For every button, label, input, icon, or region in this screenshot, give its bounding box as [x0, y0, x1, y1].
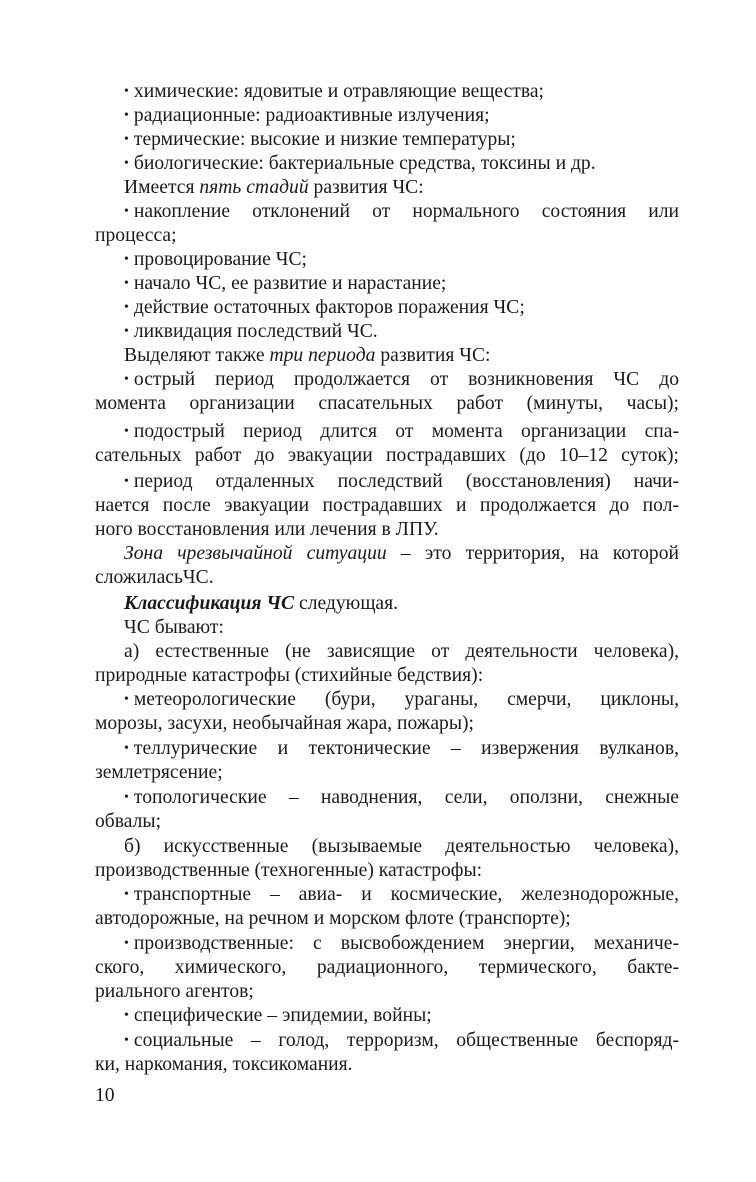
bullet-line: • производственные: с высвобождением энергии, механиче-: [124, 933, 679, 954]
paragraph-line: сательных работ до эвакуации пострадавших (до 10–12 суток);: [95, 445, 679, 466]
paragraph-line: нается после эвакуации пострадавших и продолжается до пол-: [95, 495, 679, 516]
paragraph-line: морозы, засухи, необычайная жара, пожары);: [95, 713, 474, 734]
bullet-line: • острый период продолжается от возникновения ЧС до: [124, 369, 679, 390]
paragraph-line: автодорожные, на речном и морском флоте (транспорте);: [95, 908, 571, 929]
paragraph-line: землетрясение;: [95, 762, 223, 783]
paragraph-line: Выделяют также три периода развития ЧС:: [124, 345, 491, 366]
bullet-line: • топологические – наводнения, сели, оползни, снежные: [124, 787, 679, 808]
bullet-line: • начало ЧС, ее развитие и нарастание;: [124, 273, 447, 294]
paragraph-line: ного восстановления или лечения в ЛПУ.: [95, 519, 439, 540]
paragraph-line: природные катастрофы (стихийные бедствия):: [95, 665, 484, 686]
bullet-line: • биологические: бактериальные средства, токсины и др.: [124, 153, 596, 174]
paragraph-line: ского, химического, радиационного, термического, бакте-: [95, 957, 679, 978]
bullet-line: • период отдаленных последствий (восстановления) начи-: [124, 471, 679, 492]
bullet-line: • термические: высокие и низкие температуры;: [124, 129, 516, 150]
paragraph-line: б) искусственные (вызываемые деятельностью человека),: [124, 836, 679, 857]
paragraph-line: обвалы;: [95, 811, 162, 832]
bullet-line: • радиационные: радиоактивные излучения;: [124, 105, 490, 126]
bullet-line: • химические: ядовитые и отравляющие вещества;: [124, 81, 544, 102]
bullet-line: • ликвидация последствий ЧС.: [124, 321, 378, 342]
paragraph-line: процесса;: [95, 225, 177, 246]
bullet-line: • действие остаточных факторов поражения ЧС;: [124, 297, 525, 318]
paragraph-line: производственные (техногенные) катастрофы:: [95, 860, 483, 881]
paragraph-line: риального агентов;: [95, 981, 254, 1002]
bullet-line: • подострый период длится от момента организации спа-: [124, 421, 679, 442]
paragraph-line: момента организации спасательных работ (минуты, часы);: [95, 393, 679, 414]
paragraph-line: Имеется пять стадий развития ЧС:: [124, 177, 424, 198]
bullet-line: • социальные – голод, терроризм, общественные беспоряд-: [124, 1030, 679, 1051]
bullet-line: • теллурические и тектонические – извержения вулканов,: [124, 738, 679, 759]
page-number: 10: [95, 1085, 115, 1106]
bullet-line: • метеорологические (бури, ураганы, смерчи, циклоны,: [124, 689, 679, 710]
paragraph-line: а) естественные (не зависящие от деятельности человека),: [124, 641, 679, 662]
paragraph-line: Зона чрезвычайной ситуации – это территория, на которой: [124, 543, 680, 564]
bullet-line: • специфические – эпидемии, войны;: [124, 1005, 432, 1026]
bullet-line: • транспортные – авиа- и космические, железнодорожные,: [124, 884, 679, 905]
bullet-line: • накопление отклонений от нормального состояния или: [124, 201, 679, 222]
paragraph-line: Классификация ЧС следующая.: [124, 593, 399, 614]
bullet-line: • провоцирование ЧС;: [124, 249, 307, 270]
paragraph-line: ЧС бывают:: [124, 617, 224, 638]
paragraph-line: ки, наркомания, токсикомания.: [95, 1054, 353, 1075]
paragraph-line: сложиласьЧС.: [95, 567, 214, 588]
